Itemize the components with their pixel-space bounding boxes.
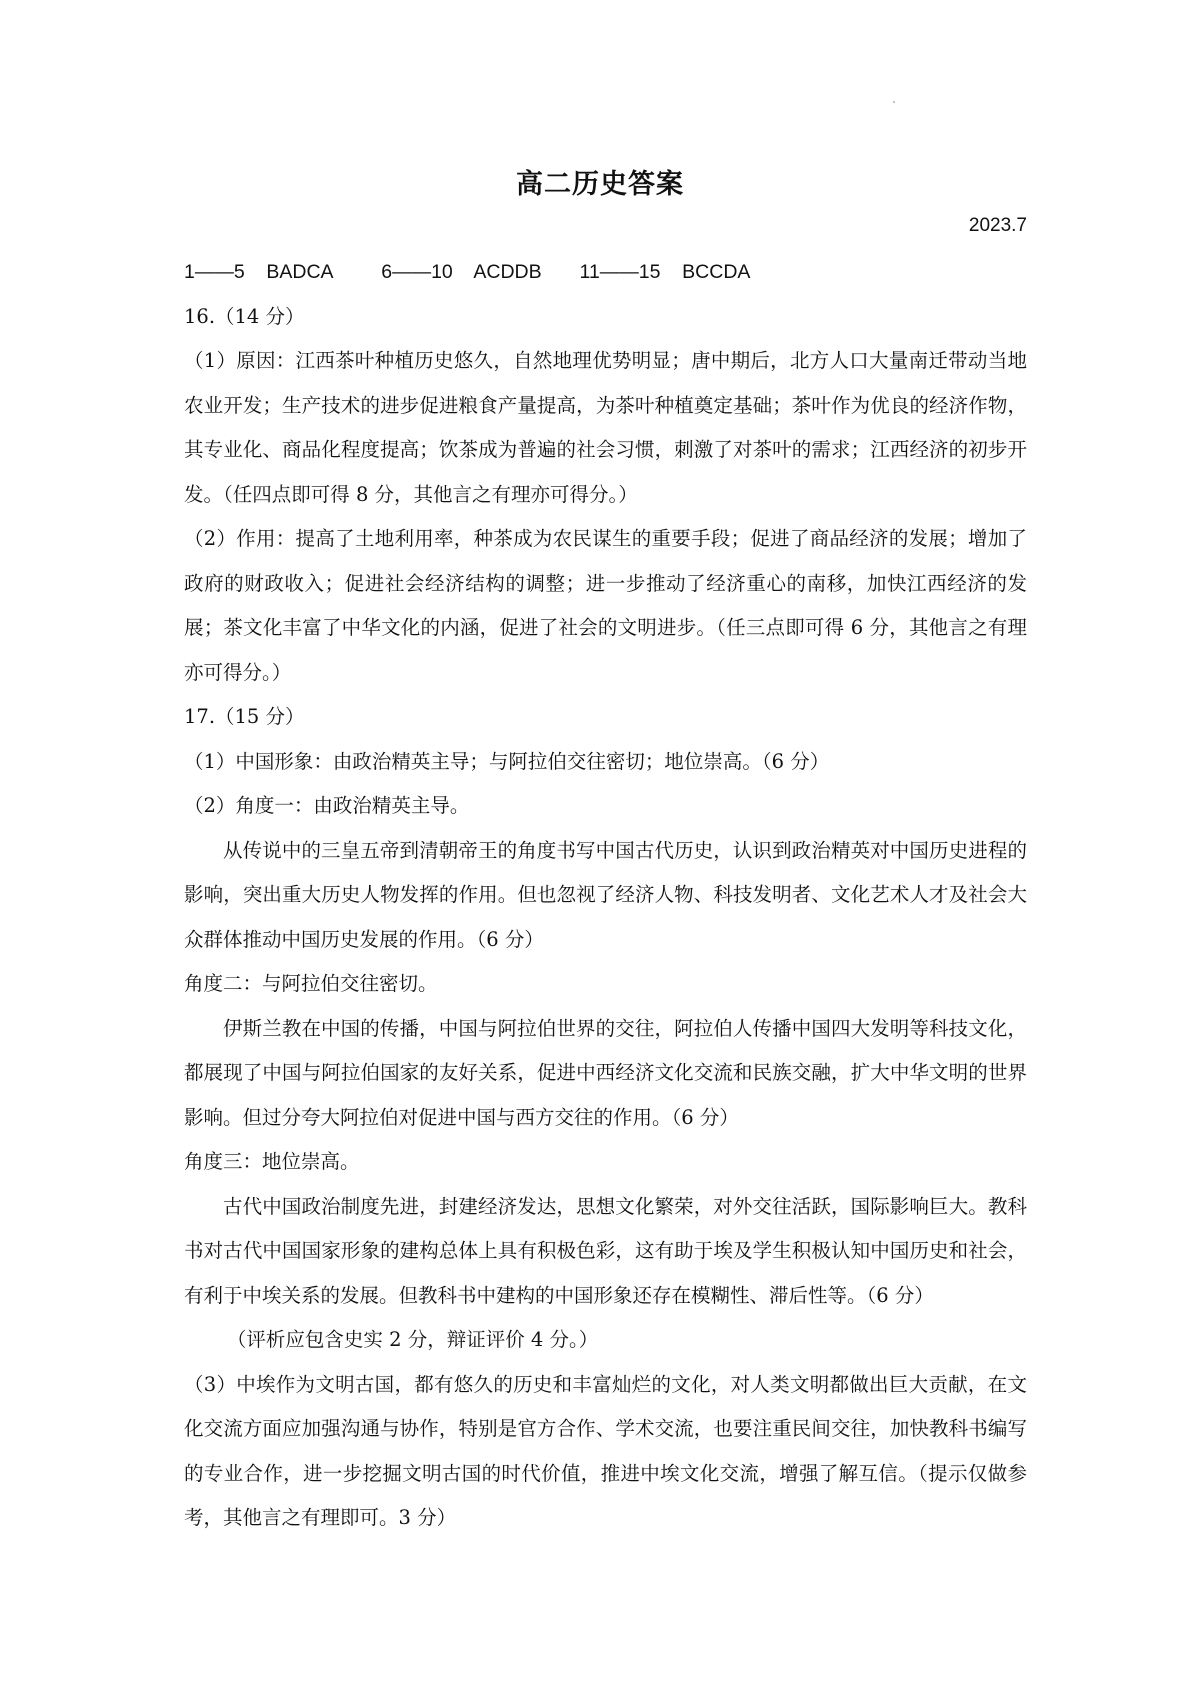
date-label: 2023.7 (968, 215, 1027, 236)
q17-part3: （3）中埃作为文明古国，都有悠久的历史和丰富灿烂的文化，对人类文明都做出巨大贡献，在文化交流方面应加强沟通与协作，特别是官方合作、学术交流，也要注重民间交往，加快教科书编写的专业合作，进一步挖掘文明古国的时代价值，推进中埃文化交流，增强了解互信。（提示仅做参考，其他言之有理即可。3 分） (184, 1372, 1027, 1529)
q17-angle3-body: 古代中国政治制度先进，封建经济发达，思想文化繁荣，对外交往活跃，国际影响巨大。教科书对古代中国国家形象的建构总体上具有积极色彩，这有助于埃及学生积极认知中国历史和社会，有利于中埃关系的发展。但教科书中建构的中国形象还存在模糊性、滞后性等。（6 分） (184, 1194, 1027, 1307)
q17-angle1-body: 从传说中的三皇五帝到清朝帝王的角度书写中国古代历史，认识到政治精英对中国历史进程的影响，突出重大历史人物发挥的作用。但也忽视了经济人物、科技发明者、文化艺术人才及社会大众群体推动中国历史发展的作用。（6 分） (184, 838, 1027, 951)
page-title: 高二历史答案 (516, 169, 684, 200)
q17-angle3-heading: 角度三：地位崇高。 (184, 1150, 360, 1173)
answer-body (184, 250, 1027, 1541)
q16-heading: 16.（14 分） (184, 304, 305, 328)
q17-part1: （1）中国形象：由政治精英主导；与阿拉伯交往密切；地位崇高。（6 分） (184, 749, 830, 773)
q17-heading: 17.（15 分） (184, 705, 305, 728)
q17-part2-heading: （2）角度一：由政治精英主导。 (184, 794, 470, 817)
multiple-choice-answers: 1——5 BADCA 6——10 ACDDB 11——15 BCCDA (184, 261, 751, 283)
q16-part2: （2）作用：提高了土地利用率，种茶成为农民谋生的重要手段；促进了商品经济的发展；增加了政府的财政收入；促进社会经济结构的调整；进一步推动了经济重心的南移，加快江西经济的发展；茶文化丰富了中华文化的内涵，促进了社会的文明进步。（任三点即可得 6 分，其他言之有理亦可得分。） (184, 527, 1027, 684)
corner-mark: ˢ (893, 100, 896, 107)
q17-angle2-heading: 角度二：与阿拉伯交往密切。 (184, 972, 438, 995)
q17-angle2-body: 伊斯兰教在中国的传播，中国与阿拉伯世界的交往，阿拉伯人传播中国四大发明等科技文化，都展现了中国与阿拉伯国家的友好关系，促进中西经济文化交流和民族交融，扩大中华文明的世界影响。但过分夸大阿拉伯对促进中国与西方交往的作用。（6 分） (184, 1016, 1027, 1129)
q16-part1: （1）原因：江西茶叶种植历史悠久，自然地理优势明显；唐中期后，北方人口大量南迁带动当地农业开发；生产技术的进步促进粮食产量提高，为茶叶种植奠定基础；茶叶作为优良的经济作物，其专业化、商品化程度提高；饮茶成为普遍的社会习惯，刺激了对茶叶的需求；江西经济的初步开发。（任四点即可得 8 分，其他言之有理亦可得分。） (184, 349, 1027, 506)
q17-scoring-note: （评析应包含史实 2 分，辩证评价 4 分。） (226, 1328, 599, 1351)
